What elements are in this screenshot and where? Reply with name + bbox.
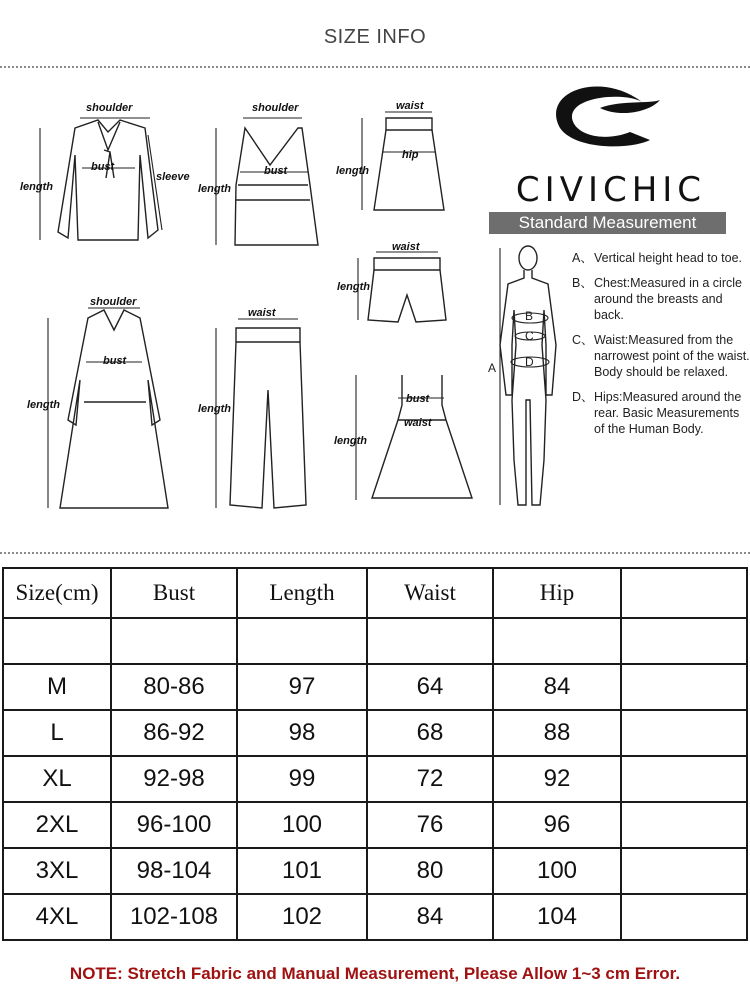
size-table	[2, 567, 748, 941]
pants-diagram	[198, 307, 306, 508]
measurement-text: Hips:Measured around the rear. Basic Measurements of the Human Body.	[594, 390, 742, 436]
cell-bust: 102-108	[111, 894, 237, 940]
brand-subtitle: Standard Measurement	[489, 212, 726, 234]
cell-length: 98	[237, 710, 367, 756]
table-row-blank	[3, 618, 747, 664]
coat-diagram	[27, 296, 168, 508]
measurement-key: A、	[572, 251, 593, 265]
coat-shoulder-label: shoulder	[90, 296, 137, 308]
cell-size: XL	[3, 756, 111, 802]
table-row	[3, 848, 747, 894]
measurement-key: C、	[572, 333, 594, 347]
cell-size: 3XL	[3, 848, 111, 894]
dress-waist-label: waist	[404, 417, 432, 429]
measurement-item-a	[572, 250, 750, 266]
header-hip: Hip	[493, 568, 621, 618]
cell-hip: 96	[493, 802, 621, 848]
header-size: Size(cm)	[3, 568, 111, 618]
skirt-hip-label: hip	[402, 149, 419, 161]
table-divider	[0, 552, 750, 554]
footer-note: NOTE: Stretch Fabric and Manual Measurement, Please Allow 1~3 cm Error.	[69, 964, 681, 983]
cell-waist: 76	[367, 802, 493, 848]
cell-bust: 92-98	[111, 756, 237, 802]
shorts-waist-label: waist	[392, 241, 420, 253]
blouse-shoulder-label: shoulder	[86, 102, 133, 114]
brand-name: CIVICHIC	[515, 170, 707, 210]
dress-length-label: length	[334, 435, 367, 447]
measurement-list	[572, 250, 750, 446]
coat-bust-label: bust	[103, 355, 127, 367]
cell-hip: 104	[493, 894, 621, 940]
table-row	[3, 756, 747, 802]
cell-length: 97	[237, 664, 367, 710]
cell-size: 4XL	[3, 894, 111, 940]
cell-empty	[621, 802, 747, 848]
cell-length: 99	[237, 756, 367, 802]
cell-empty	[621, 848, 747, 894]
cell-hip: 84	[493, 664, 621, 710]
measurement-item-d	[572, 389, 750, 437]
camisole-shoulder-label: shoulder	[252, 102, 299, 114]
measurement-text: Vertical height head to toe.	[594, 251, 743, 265]
camisole-bust-label: bust	[264, 165, 288, 177]
cell-waist: 64	[367, 664, 493, 710]
shorts-length-label: length	[337, 281, 370, 293]
cell-size: M	[3, 664, 111, 710]
skirt-diagram	[336, 100, 444, 210]
dress-bust-label: bust	[406, 393, 430, 405]
dress-diagram	[334, 375, 472, 500]
table-row	[3, 802, 747, 848]
table-header-row	[3, 568, 747, 618]
cell-bust: 98-104	[111, 848, 237, 894]
pants-length-label: length	[198, 403, 231, 415]
cell-bust: 96-100	[111, 802, 237, 848]
cell-length: 100	[237, 802, 367, 848]
body-label-d: D	[525, 355, 534, 369]
blouse-bust-label: bust	[91, 161, 115, 173]
cell-hip: 88	[493, 710, 621, 756]
blouse-diagram	[20, 102, 190, 240]
skirt-length-label: length	[336, 165, 369, 177]
cell-waist: 84	[367, 894, 493, 940]
cell-empty	[621, 664, 747, 710]
body-label-a: A	[488, 361, 497, 375]
table-row	[3, 664, 747, 710]
measurement-key: D、	[572, 390, 594, 404]
header-bust: Bust	[111, 568, 237, 618]
header-empty	[621, 568, 747, 618]
cell-length: 102	[237, 894, 367, 940]
table-row	[3, 710, 747, 756]
cell-bust: 86-92	[111, 710, 237, 756]
blouse-sleeve-label: sleeve	[156, 171, 190, 183]
measurement-key: B、	[572, 276, 593, 290]
header-length: Length	[237, 568, 367, 618]
measurement-text: Chest:Measured in a circle around the breasts and back.	[594, 276, 742, 322]
shorts-diagram	[337, 241, 446, 322]
cell-empty	[621, 756, 747, 802]
body-label-c: C	[525, 329, 534, 343]
measurement-item-c	[572, 332, 750, 380]
table-row	[3, 894, 747, 940]
cell-waist: 72	[367, 756, 493, 802]
cell-empty	[621, 894, 747, 940]
header-waist: Waist	[367, 568, 493, 618]
body-label-b: B	[525, 309, 534, 323]
cell-size: L	[3, 710, 111, 756]
blouse-length-label: length	[20, 181, 53, 193]
cell-size: 2XL	[3, 802, 111, 848]
cell-waist: 68	[367, 710, 493, 756]
measurement-item-b	[572, 275, 750, 323]
body-figure	[488, 246, 556, 505]
page-title: SIZE INFO	[323, 26, 427, 48]
measurement-text: Waist:Measured from the narrowest point of the waist. Body should be relaxed.	[594, 333, 750, 379]
camisole-diagram	[198, 102, 318, 245]
cell-waist: 80	[367, 848, 493, 894]
cell-bust: 80-86	[111, 664, 237, 710]
pants-waist-label: waist	[248, 307, 276, 319]
cell-hip: 92	[493, 756, 621, 802]
skirt-waist-label: waist	[396, 100, 424, 112]
coat-length-label: length	[27, 399, 60, 411]
cell-hip: 100	[493, 848, 621, 894]
cell-length: 101	[237, 848, 367, 894]
cell-empty	[621, 710, 747, 756]
camisole-length-label: length	[198, 183, 231, 195]
